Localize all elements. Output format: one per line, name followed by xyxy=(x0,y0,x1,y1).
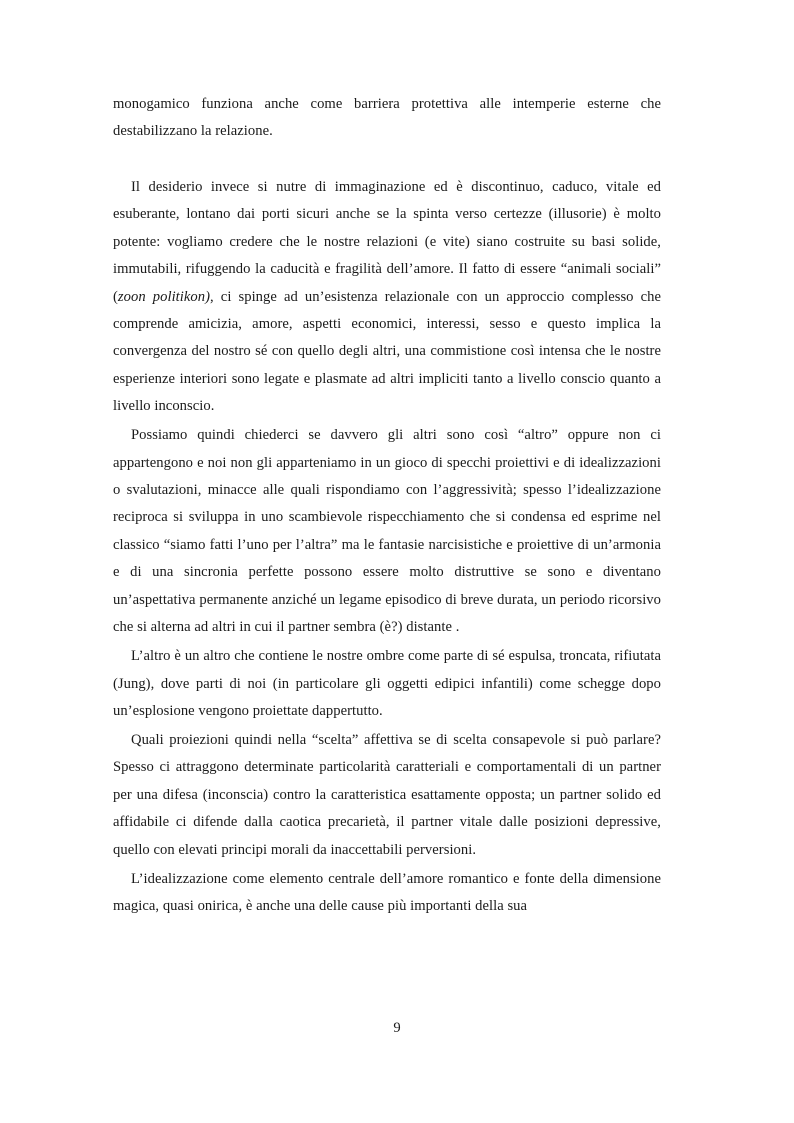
paragraph-desire xyxy=(113,174,661,421)
paragraph-projections: Quali proiezioni quindi nella “scelta” affettiva se di scelta consapevole si può parlare? Spesso ci attraggono determinate particolarità caratteriali e comportamentali di un partner per una difesa (inconscia) contro la caratteristica esattamente opposta; un partner solido ed affidabile ci difende dalla caotica precarietà, il partner vitale dalle posizioni depressive, quello con elevati principi morali da inaccettabili perversioni. xyxy=(113,731,661,858)
paragraph-others: Possiamo quindi chiederci se davvero gli altri sono così “altro” oppure non ci appartengono e noi non gli apparteniamo in un gioco di specchi proiettivi e di idealizzazioni o svalutazioni, minacce alle quali rispondiamo con l’aggressività; spesso l’idealizzazione reciproca si sviluppa in uno scambievole rispecchiamento che si condensa ed esprime nel classico “siamo fatti l’uno per l’altra” ma le fantasie narcisistiche e proiettive di un’armonia e di una sincronia perfette possono essere molto distruttive se sono e diventano un’aspettativa permanente anziché un legame episodico di breve durata, un periodo ricorsivo che si alterna ad altri in cui il partner sembra (è?) distante . xyxy=(113,427,661,636)
page-number: 9 xyxy=(393,1020,401,1036)
paragraph-idealization: L’idealizzazione come elemento centrale dell’amore romantico e fonte della dimensione magica, quasi onirica, è anche una delle cause più importanti della sua xyxy=(113,870,661,914)
text-block-top xyxy=(113,91,661,146)
paragraph-desire-italic: zoon politikon) xyxy=(117,288,211,305)
paragraph-desire-part2: , ci spinge ad un’esistenza relazionale con un approccio complesso che comprende amicizia, amore, aspetti economici, interessi, sesso e questo implica la convergenza del nostro sé con quello degli altri, una commistione così intensa che le nostre esperienze interiori sono legate e plasmate ad altri impliciti tanto a livello conscio quanto a livello inconscio. xyxy=(113,288,661,415)
text-block-main xyxy=(113,174,661,922)
paragraph-desire-part1: Il desiderio invece si nutre di immaginazione ed è discontinuo, caduco, vitale ed esuberante, lontano dai porti sicuri anche se la spinta verso certezze (illusorie) è molto potente: vogliamo credere che le nostre relazioni (e vite) siano costruite su basi solide, immutabili, rifuggendo la caducità e fragilità dell’amore. Il fatto di essere “animali sociali” ( xyxy=(113,179,661,305)
paragraph-continuation: monogamico funziona anche come barriera protettiva alle intemperie esterne che destabilizzano la relazione. xyxy=(113,96,661,140)
paragraph-shadows: L’altro è un altro che contiene le nostre ombre come parte di sé espulsa, troncata, rifiutata (Jung), dove parti di noi (in particolare gli oggetti edipici infantili) come schegge dopo un’esplosione vengono proiettate dappertutto. xyxy=(113,648,661,719)
